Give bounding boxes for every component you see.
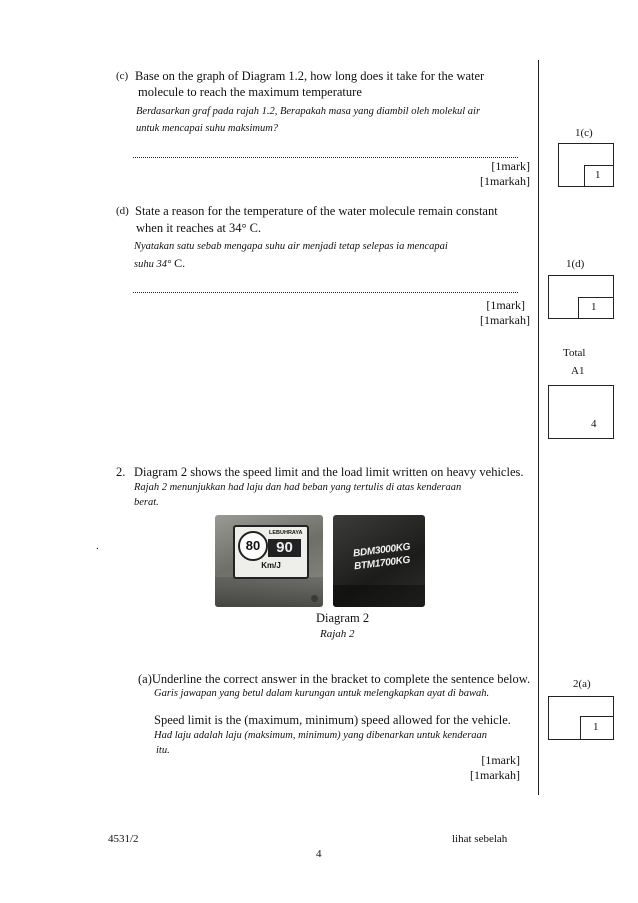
q1d-max-mark: 1 xyxy=(591,301,597,313)
q1c-answer-line xyxy=(133,157,518,158)
stray-dot: . xyxy=(96,540,99,552)
total-section-label: A1 xyxy=(571,365,585,377)
q2a-label: (a) xyxy=(138,672,152,686)
q1d-malay-line1: Nyatakan satu sebab mengapa suhu air menjadi tetap selepas ia mencapai xyxy=(134,241,448,252)
speed-number-circle: 80 xyxy=(238,531,268,561)
q2a-mark-en: [1mark] xyxy=(481,753,520,767)
q1d-label: (d) xyxy=(116,205,129,217)
load-limit-photo xyxy=(333,515,425,607)
total-score-box xyxy=(548,385,614,439)
q1c-mark-en: [1mark] xyxy=(491,159,530,173)
speed-limit-photo xyxy=(215,515,323,607)
q2a-sentence-malay-line1: Had laju adalah laju (maksimum, minimum) yang dibenarkan untuk kenderaan xyxy=(154,730,488,741)
q2a-mark-my: [1markah] xyxy=(470,768,520,782)
q1c-text-line1: Base on the graph of Diagram 1.2, how long does it take for the water xyxy=(135,69,485,83)
photo-shadow xyxy=(333,585,425,607)
q2a-box-label: 2(a) xyxy=(573,678,591,690)
q1d-text-line1: State a reason for the temperature of the water molecule remain constant xyxy=(135,204,498,218)
q1d-mark-my: [1markah] xyxy=(480,313,530,327)
speed-plate xyxy=(233,525,309,579)
plate-top-text: LEBUHRAYA xyxy=(269,530,303,536)
q2a-malay: Garis jawapan yang betul dalam kurungan untuk melengkapkan ayat di bawah. xyxy=(154,688,490,699)
q1c-box-label: 1(c) xyxy=(575,127,593,139)
q2-malay-line1: Rajah 2 menunjukkan had laju dan had beban yang tertulis di atas kenderaan xyxy=(134,482,462,493)
q1d-text-line2: when it reaches at 34° C. xyxy=(136,221,262,235)
photo-bolt xyxy=(311,595,318,602)
photo-shade xyxy=(215,577,323,607)
load-limit-line1: BDM3000KG xyxy=(352,541,411,560)
q1d-mark-en: [1mark] xyxy=(486,298,525,312)
total-label: Total xyxy=(563,347,586,359)
q1c-max-mark: 1 xyxy=(595,169,601,181)
q2a-text: Underline the correct answer in the bracket to complete the sentence below. xyxy=(151,672,531,686)
q1c-malay-line2: untuk mencapai suhu maksimum? xyxy=(136,123,279,134)
q2-number: 2. xyxy=(116,465,126,479)
page-number: 4 xyxy=(316,848,322,860)
plate-speed-box: 90 xyxy=(268,539,301,557)
q2-malay-line2: berat. xyxy=(134,497,159,508)
margin-line xyxy=(538,60,539,795)
diagram-caption: Diagram 2 xyxy=(316,611,370,625)
q2a-sentence-malay-line2: itu. xyxy=(156,745,170,756)
total-max-mark: 4 xyxy=(591,418,597,430)
q1d-malay-line2 xyxy=(134,256,185,272)
q1c-mark-my: [1markah] xyxy=(480,174,530,188)
q1c-label: (c) xyxy=(116,70,129,82)
footer-code: 4531/2 xyxy=(108,833,139,845)
q1c-text-line2: molecule to reach the maximum temperature xyxy=(138,85,362,99)
q1c-malay-line1: Berdasarkan graf pada rajah 1.2, Berapakah masa yang diambil oleh molekul air xyxy=(136,106,481,117)
q1d-malay-line2-unit: C. xyxy=(171,256,186,270)
plate-unit: Km/J xyxy=(261,561,281,570)
q2-text: Diagram 2 shows the speed limit and the load limit written on heavy vehicles. xyxy=(134,465,524,479)
q1d-answer-line xyxy=(133,292,518,293)
q2a-max-mark: 1 xyxy=(593,721,599,733)
q1d-malay-line2-italic: suhu 34° xyxy=(134,259,172,270)
footer-next-page: lihat sebelah xyxy=(452,833,508,845)
q2a-question xyxy=(138,671,530,687)
q2a-sentence: Speed limit is the (maximum, minimum) speed allowed for the vehicle. xyxy=(154,713,511,727)
load-limit-line2: BTM1700KG xyxy=(353,554,411,573)
diagram-caption-malay: Rajah 2 xyxy=(320,628,355,640)
q1d-box-label: 1(d) xyxy=(566,258,585,270)
